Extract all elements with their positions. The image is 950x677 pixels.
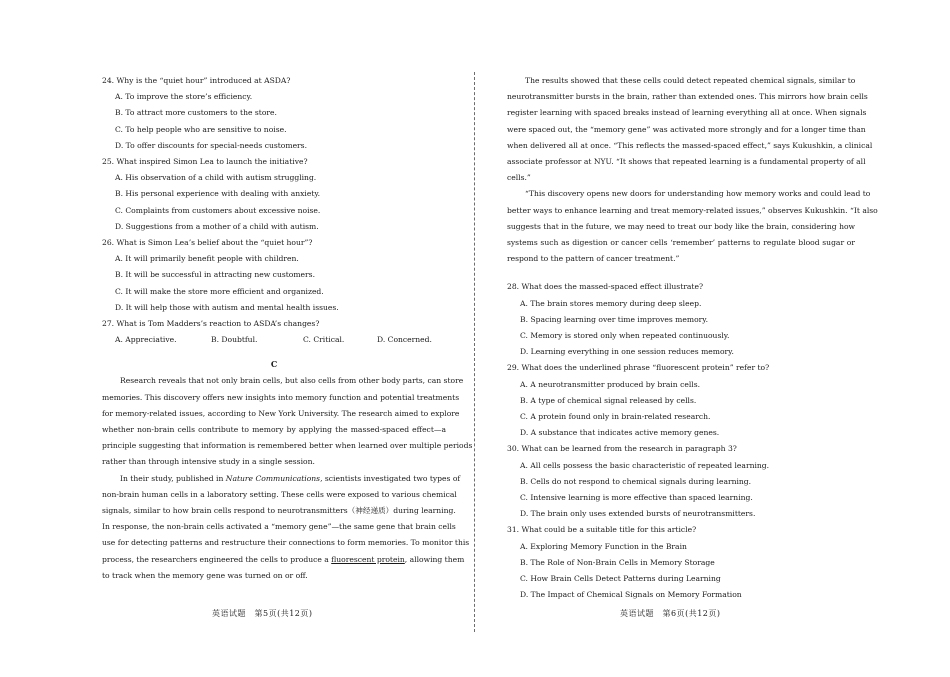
option-c: C. To help people who are sensitive to noise. [115,124,287,134]
option-b: B. His personal experience with dealing with anxiety. [115,189,321,199]
option-d: D. To offer discounts for special-needs customers. [115,140,307,150]
right-column [507,73,878,604]
option-b: B. A type of chemical signal released by cells. [520,395,697,405]
option-b: B. To attract more customers to the store. [115,108,277,118]
passage-line: rather than through intensive study in a single session. [102,457,315,467]
option-c: C. Intensive learning is more effective than spaced learning. [520,493,753,503]
question-25 [102,154,446,235]
option-d: D. The brain only uses extended bursts of neurotransmitters. [520,509,756,519]
passage-line: In response, the non-brain cells activated a “memory gene”—the same gene that brain cells [102,522,456,532]
option-a: A. To improve the store’s efficiency. [115,92,253,102]
option-d: D. A substance that indicates active memory genes. [520,428,720,438]
option-b: B. It will be successful in attracting new customers. [115,270,315,280]
journal-name: Nature Communications [225,473,321,483]
left-column [102,73,473,584]
section-title: C [270,359,278,370]
passage-line: to track when the memory gene was turned on or off. [102,570,308,580]
question-stem: 29. What does the underlined phrase “fluorescent protein” refer to? [507,363,770,373]
passage-line: “This discovery opens new doors for understanding how memory works and could lead to [525,189,871,199]
passage-paragraph-3 [507,73,873,186]
option-b: B. Doubtful. [211,335,258,345]
option-c: C. A protein found only in brain-related research. [520,412,711,422]
passage-line: when delivered all at once. “This reflects the massed-spaced effect,” says Kukushkin, a clinical [507,140,873,150]
passage-line: were spaced out, the “memory gene” was activated more strongly and for a longer time than [507,124,866,134]
option-d: D. The Impact of Chemical Signals on Memory Formation [520,590,742,600]
question-24 [102,73,446,154]
option-c: C. It will make the store more efficient and organized. [115,286,324,296]
option-a: A. All cells possess the basic characteristic of repeated learning. [520,460,770,470]
passage-line: non-brain human cells in a laboratory setting. These cells were exposed to various chemical [102,489,457,499]
passage-paragraph-4 [507,186,878,267]
question-31 [507,522,855,603]
passage-line: whether non-brain cells contribute to memory by applying the massed-spaced effect—a [102,425,446,435]
option-a: A. It will primarily benefit people with children. [115,254,299,264]
question-27 [102,316,446,348]
question-stem: 27. What is Tom Madders’s reaction to ASDA’s changes? [102,319,320,329]
option-a: A. His observation of a child with autism struggling. [115,173,317,183]
passage-line: associate professor at NYU. “It shows that repeated learning is a fundamental property of all [507,157,866,167]
passage-line: Research reveals that not only brain cells, but also cells from other body parts, can store [120,376,464,386]
option-d: D. It will help those with autism and mental health issues. [115,302,339,312]
option-d: D. Concerned. [377,335,432,345]
passage-line: better ways to enhance learning and treat memory-related issues,” observes Kukushkin. “It also [507,205,878,215]
question-stem: 28. What does the massed-spaced effect illustrate? [507,282,704,292]
question-stem: 24. Why is the “quiet hour” introduced at ASDA? [102,76,291,85]
option-a: A. The brain stores memory during deep sleep. [520,298,702,308]
option-c: C. Memory is stored only when repeated continuously. [520,331,730,341]
passage-line: neurotransmitter bursts in the brain, rather than extended ones. This mirrors how brain cells [507,92,868,102]
question-30 [507,441,855,522]
passage-line: register learning with spaced breaks instead of learning everything all at once. When signals [507,108,867,118]
passage-line: The results showed that these cells could detect repeated chemical signals, similar to [525,76,856,85]
option-c: C. Critical. [303,335,345,345]
text-segment: , allowing them [404,554,465,564]
option-d: D. Suggestions from a mother of a child with autism. [115,221,319,231]
passage-line: for memory-related issues, according to New York University. The research aimed to explore [102,408,460,418]
page-footer: 英语试题 第6页(共12页) [620,609,721,618]
text-segment: process, the researchers engineered the cells to produce a [102,554,332,564]
question-stem: 30. What can be learned from the research in paragraph 3? [507,444,737,454]
question-stem: 25. What inspired Simon Lea to launch the initiative? [102,157,308,167]
question-28 [507,279,855,360]
passage-line: suggests that in the future, we may need to treat our body like the brain, considering how [507,221,856,231]
passage-line [102,471,461,487]
question-29 [507,360,855,441]
passage-line: principle suggesting that information is remembered better when learned over multiple periods [102,441,473,451]
spacer [507,267,855,279]
passage-paragraph-2 [102,471,470,584]
option-c: C. Complaints from customers about excessive noise. [115,205,321,215]
option-d: D. Learning everything in one session reduces memory. [520,347,734,357]
options-row [102,332,446,348]
option-b: B. Cells do not respond to chemical signals during learning. [520,476,752,486]
underlined-phrase: fluorescent protein [331,554,405,564]
page-footer: 英语试题 第5页(共12页) [212,609,313,618]
passage-line: signals, similar to how brain cells respond to neurotransmitters（神经递质）during learning. [102,506,456,516]
option-a: A. Appreciative. [115,335,177,345]
text-segment: , scientists investigated two types of [320,473,461,483]
option-c: C. How Brain Cells Detect Patterns during Learning [520,574,721,584]
passage-line: use for detecting patterns and restructure their connections to form memories. To monitor this [102,538,470,548]
text-segment: In their study, published in [120,473,226,483]
passage-paragraph-1 [102,373,473,470]
passage-line [102,552,465,568]
option-b: B. The Role of Non-Brain Cells in Memory Storage [520,557,715,567]
option-b: B. Spacing learning over time improves memory. [520,314,708,324]
question-stem: 26. What is Simon Lea’s belief about the “quiet hour”? [102,238,313,248]
question-stem: 31. What could be a suitable title for this article? [507,525,697,535]
option-a: A. Exploring Memory Function in the Brain [520,541,687,551]
page-6 [475,0,950,677]
question-26 [102,235,446,316]
passage-line: memories. This discovery offers new insights into memory function and potential treatments [102,392,460,402]
option-a: A. A neurotransmitter produced by brain cells. [520,379,701,389]
passage-line: respond to the pattern of cancer treatment.” [507,254,680,264]
passage-line: systems such as digestion or cancer cells ‘remember’ patterns to regulate blood sugar or [507,238,855,248]
passage-line: cells.” [507,173,531,183]
